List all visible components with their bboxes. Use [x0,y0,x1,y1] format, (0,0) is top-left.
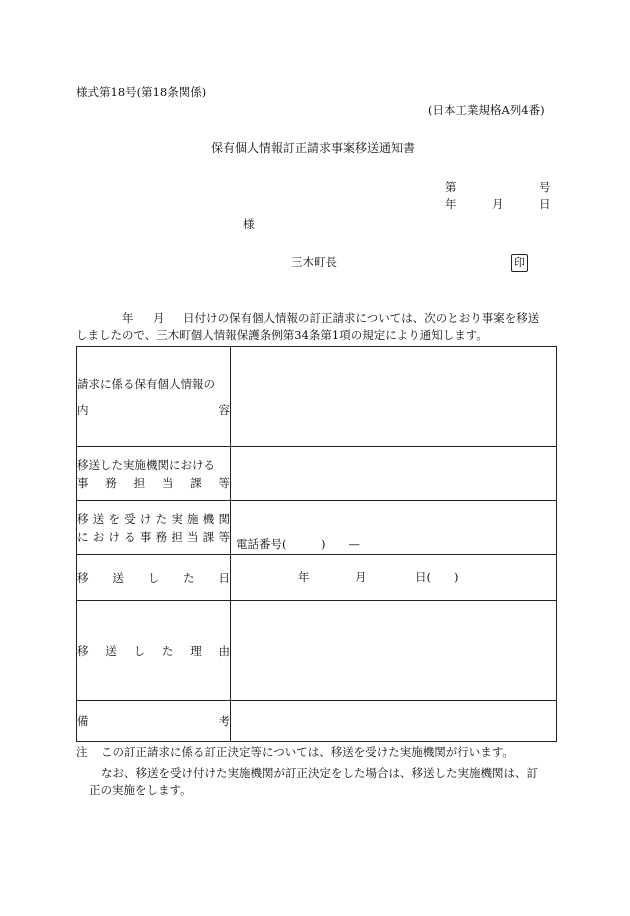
table-row [77,447,557,501]
label-char: 等 [218,529,230,544]
label-char: け [139,511,152,526]
label-char: 担 [133,475,146,490]
label-char: け [108,529,120,544]
label-char: た [161,643,174,658]
transfer-date-year: 年 [298,570,310,584]
document-title: 保有個人情報訂正請求事案移送通知書 [211,141,416,155]
label-char: 事 [139,529,152,544]
body-year-label: 年 [122,311,134,325]
table-row [77,555,557,601]
label-char: た [155,511,168,526]
label-requested-info-line1: 請求に係る保有個人情報の [77,376,215,391]
label-char: 移 [77,570,89,585]
label-receiving-line2 [77,529,230,545]
label-char: お [92,529,105,544]
label-char: 移 [77,643,89,658]
label-char: 実 [171,511,183,526]
phone-number-label: 電話番号( ) — [236,537,360,552]
label-remarks [77,701,231,742]
remarks-value[interactable] [231,701,557,742]
label-char: 受 [124,511,136,526]
transfer-date-value[interactable] [231,555,557,601]
label-char: 事 [77,475,89,490]
label-char: に [77,529,89,544]
requested-info-value[interactable] [231,347,557,447]
transfer-details-table [76,346,557,742]
transfer-date-day: 日( ) [415,570,459,584]
label-char: 送 [92,511,105,526]
table-row [77,601,557,701]
label-char: 機 [202,511,215,526]
label-requested-info [77,347,231,447]
form-number: 様式第18号(第18条関係) [76,85,207,99]
label-char: 理 [190,643,202,658]
label-transfer-reason-text [77,643,230,659]
note-marker: 注 [76,745,88,759]
transfer-date-month: 月 [355,570,367,584]
seal-mark [511,254,528,272]
label-char: 務 [105,475,117,490]
label-char: 課 [202,529,215,544]
label-char: 内 [77,402,89,417]
label-char: し [147,570,160,585]
label-char: 日 [218,570,230,585]
label-remarks-text [77,713,230,729]
label-char: 考 [218,714,230,728]
date-month-label: 月 [492,197,504,211]
label-char: 関 [218,511,230,526]
label-char: し [133,643,146,658]
table-row [77,501,557,555]
label-char: 課 [190,475,202,490]
label-transfer-date-text [77,570,230,586]
transferring-department-value[interactable] [231,447,557,501]
transfer-reason-value[interactable] [231,601,557,701]
label-requested-info-line2 [77,402,230,418]
table-row [77,701,557,742]
label-char: た [183,570,195,585]
label-char: 移 [77,511,89,526]
paper-size-note: (日本工業規格A列4番) [428,103,545,117]
label-char: 施 [187,511,199,526]
doc-number-suffix: 号 [539,180,551,194]
note-line-2: なお、移送を受け付けた実施機関が訂正決定をした場合は、移送した実施機関は、訂 [101,766,538,780]
label-char: 務 [155,529,168,544]
label-char: 由 [218,643,230,658]
table-row [77,347,557,447]
label-char: 容 [218,402,230,417]
label-char: る [124,529,136,544]
label-transferring-line1: 移送した実施機関における [77,457,215,472]
note-line-1: この訂正請求に係る訂正決定等については、移送を受けた実施機関が行います。 [101,745,514,759]
label-transfer-date [77,555,231,601]
addressee-suffix: 様 [243,217,255,231]
label-receiving-department [77,501,231,555]
label-char: 送 [112,570,124,585]
label-transfer-reason [77,601,231,701]
date-year-label: 年 [445,197,457,211]
label-char: を [108,511,120,526]
label-char: 備 [77,714,89,728]
label-receiving-line1 [77,511,230,527]
sender-name: 三木町長 [291,255,337,269]
body-line-2: しましたので、三木町個人情報保護条例第34条第1項の規定により通知します。 [76,328,488,342]
body-line-1: 日付けの保有個人情報の訂正請求については、次のとおり事案を移送 [183,311,540,325]
date-day-label: 日 [539,197,551,211]
doc-number-prefix: 第 [445,180,457,194]
label-transferring-line2 [77,475,230,491]
label-char: 担 [171,529,183,544]
receiving-department-value[interactable] [231,501,557,555]
label-char: 当 [161,475,174,490]
seal-stamp: 印 [511,254,528,272]
note-line-3: 正の実施をします。 [89,783,192,797]
label-char: 当 [187,529,199,544]
label-char: 等 [218,475,230,490]
label-transferring-department [77,447,231,501]
label-char: 送 [105,643,117,658]
body-month-label: 月 [153,311,165,325]
